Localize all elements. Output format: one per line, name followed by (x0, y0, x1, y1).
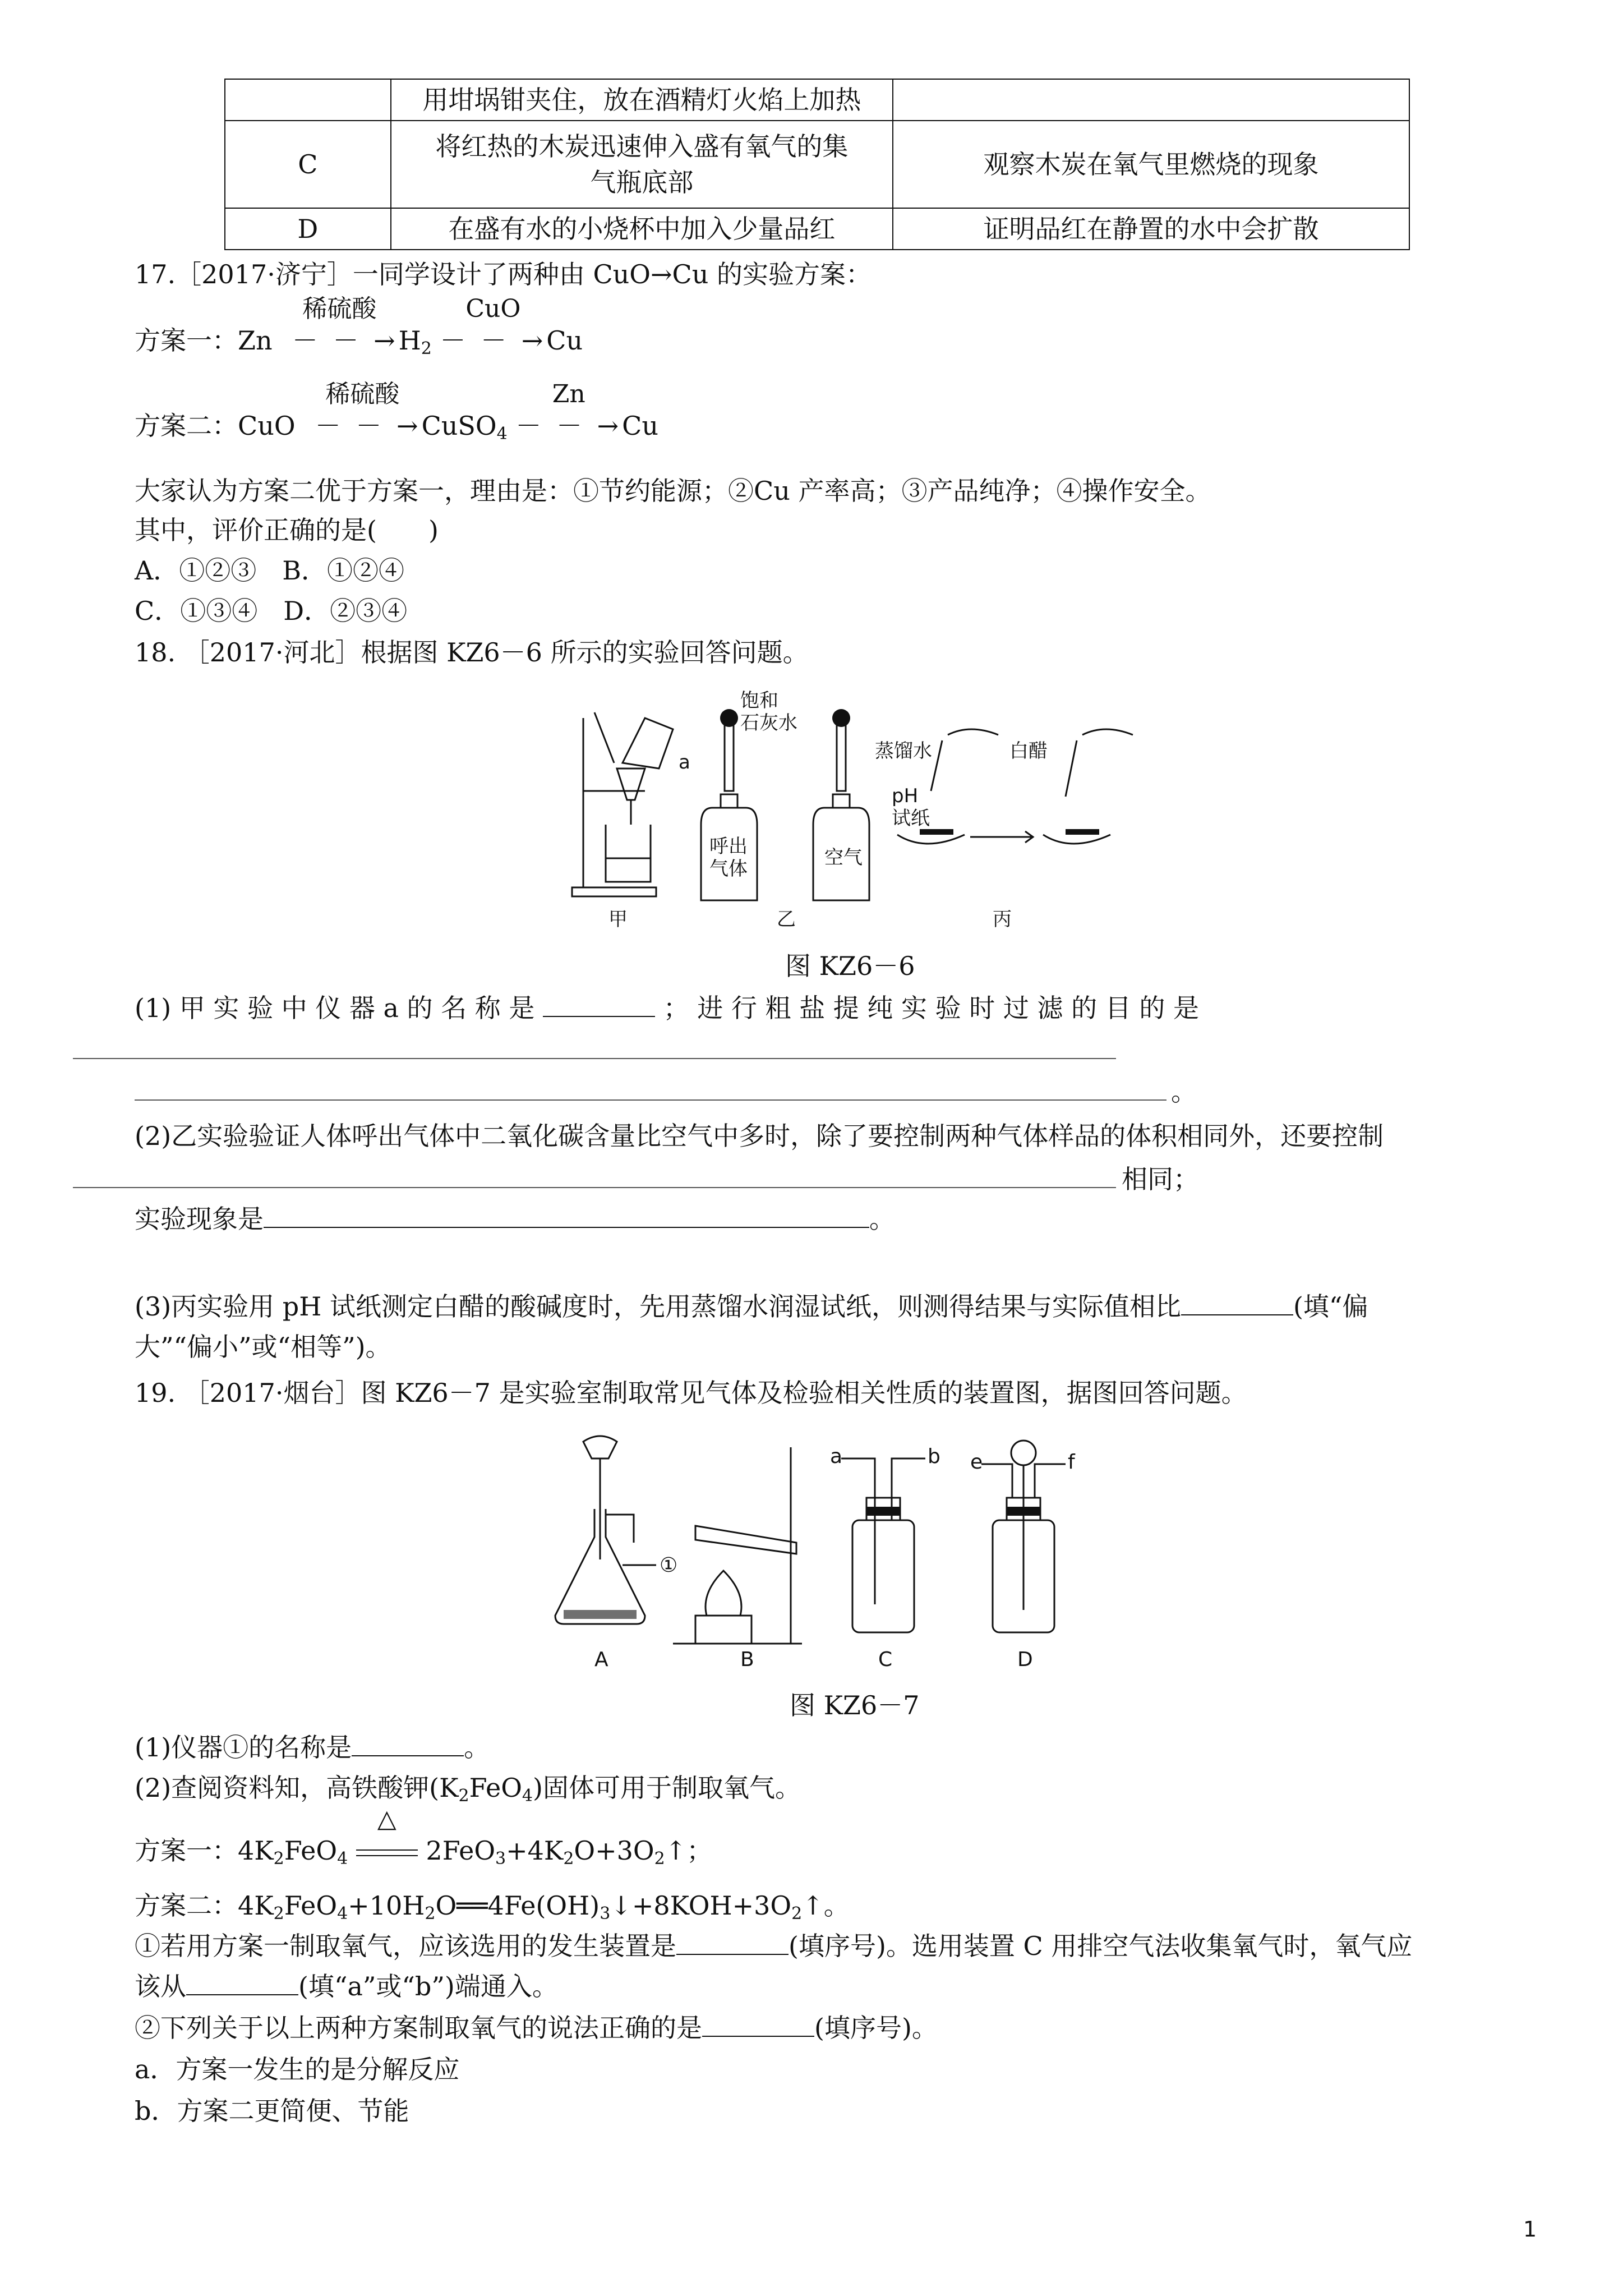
fig-label-a: a (830, 1445, 843, 1468)
q18-p2-tail: 相同； (1122, 1164, 1199, 1194)
table-cell: C (225, 121, 391, 208)
q19-i1-text2: (填序号)。选用装置 C 用排空气法收集氧气时，氧气应 (789, 1931, 1413, 1961)
q19-i1-text: ①若用方案一制取氧气，应该选用的发生装置是 (135, 1931, 676, 1961)
reaction-arrow (440, 295, 547, 359)
tube-a (841, 1458, 875, 1604)
dropper-3 (931, 740, 942, 791)
answer-blank[interactable] (543, 990, 655, 1017)
q19-stem: 19. ［2017·烟台］图 KZ6－7 是实验室制取常见气体及检验相关性质的装置图，据图回答问题。 (135, 1378, 1247, 1408)
subscript: 2 (273, 1849, 284, 1869)
formula: Cu (622, 411, 658, 441)
formula: +10H (348, 1890, 425, 1921)
answer-line[interactable] (73, 1058, 1116, 1059)
q17-reason: 大家认为方案二优于方案一，理由是：①节约能源；②Cu 产率高；③产品纯净；④操作安全。 (135, 476, 1211, 506)
formula: Cu (546, 325, 583, 356)
fig-label-vinegar: 白醋 (1009, 740, 1048, 762)
dropper-4 (1066, 740, 1077, 797)
fig-label-a: a (679, 751, 690, 774)
test-tube (695, 1526, 796, 1554)
answer-blank[interactable] (186, 1968, 298, 1995)
receiving-beaker (606, 825, 651, 882)
fig-label-f: f (1068, 1451, 1075, 1474)
period: 。 (869, 1204, 895, 1234)
answer-blank[interactable] (676, 1928, 789, 1955)
q17-options-cd: C．①③④ D．②③④ (135, 596, 408, 626)
q18-part3 (135, 1288, 1556, 1325)
fig-label-bing: 丙 (993, 908, 1012, 931)
ph-paper (920, 829, 953, 835)
reaction-arrow (303, 380, 422, 444)
formula: CuSO (421, 411, 497, 441)
ph-paper (1066, 829, 1099, 835)
q19-option-b: b．方案二更简便、节能 (135, 2096, 409, 2126)
q19-plan1: 方案一：$4K_2FeO_4$ △ $2FeO_3+4K_2O+3O_2↑$； (135, 1832, 1556, 1878)
table-cell: 证明品红在静置的水中会扩散 (893, 208, 1409, 250)
dropper-2 (837, 724, 846, 791)
q19-i2-text2: (填序号)。 (814, 2013, 938, 2043)
hand-1 (948, 729, 998, 735)
cell-text-line1: 将红热的木炭迅速伸入盛有氧气的集 (435, 131, 849, 162)
formula: O+3O (574, 1835, 654, 1866)
formula: O══4Fe(OH) (435, 1890, 600, 1921)
q17-ask: 其中，评价正确的是( ) (135, 515, 439, 545)
delivery-tube (606, 1515, 634, 1543)
figure-caption: 图 KZ6－7 (790, 1690, 920, 1720)
dropper-bulb (720, 709, 738, 727)
reaction-arrow (515, 380, 623, 444)
stopper-d (1007, 1507, 1040, 1516)
q19-item2 (135, 2009, 1556, 2046)
separatory-funnel (583, 1436, 617, 1458)
subscript: 2 (654, 1849, 665, 1869)
plan-prefix: 方案一：4K (135, 1835, 274, 1866)
fig-label-1: ① (660, 1554, 678, 1577)
q18-p3-text2: (填“偏 (1293, 1291, 1368, 1322)
dropper-bulb (832, 709, 850, 727)
table-row (225, 121, 1409, 208)
bottle-neck (721, 794, 737, 808)
q19-p1-text: (1)仪器①的名称是 (135, 1732, 352, 1763)
fig-label-ph: pH (892, 785, 919, 807)
q19-plan2 (135, 1887, 1556, 1932)
page-number: 1 (1523, 2217, 1537, 2242)
q19-i1-text4: (填“a”或“b”)端通入。 (298, 1971, 558, 2001)
q19-part2 (135, 1769, 1556, 1815)
answer-blank[interactable] (1181, 1289, 1293, 1315)
figure-caption: 图 KZ6－6 (785, 951, 915, 981)
arrow-shaft: － － → (515, 411, 623, 441)
subscript: 2 (791, 1904, 803, 1924)
table-cell (893, 79, 1409, 121)
q19-item1 (135, 1927, 1556, 1964)
q19-item1-cont (135, 1968, 1556, 2005)
q19-i2-text: ②下列关于以上两种方案制取氧气的说法正确的是 (135, 2013, 702, 2043)
fig-label-sat: 饱和 (740, 689, 778, 712)
arrow-label: 稀硫酸 (302, 295, 377, 323)
formula: 2Fe (426, 1835, 474, 1866)
plan-prefix: 方案二：4K (135, 1890, 274, 1921)
formula: ↑； (665, 1835, 713, 1866)
flask-liquid (564, 1610, 637, 1619)
stopper-c (866, 1507, 900, 1516)
formula: H (398, 325, 421, 356)
fig-label-jia: 甲 (608, 908, 628, 931)
reaction-arrow (280, 295, 399, 359)
stand-base (572, 887, 656, 896)
arrow-shaft: － － → (440, 325, 547, 356)
q18-part2: (2)乙实验验证人体呼出气体中二氧化碳含量比空气中多时，除了要控制两种气体样品的体积相同外，还要控制 (135, 1121, 1384, 1151)
period: 。 (1171, 1076, 1197, 1107)
formula: ↓+8KOH+3O (610, 1890, 792, 1921)
q19-i1-text3: 该从 (135, 1971, 186, 2001)
subscript: 4 (337, 1904, 348, 1924)
answer-line[interactable] (135, 1099, 1166, 1101)
hand-2 (1082, 729, 1133, 735)
arrow-shaft: － － → (280, 325, 399, 356)
answer-blank[interactable] (352, 1729, 464, 1756)
cell-text-line2: 气瓶底部 (590, 167, 694, 197)
answer-blank[interactable] (702, 2010, 814, 2037)
funnel (617, 769, 645, 800)
fig-label-A: A (594, 1648, 608, 1671)
q18-p3-text: (3)丙实验用 pH 试纸测定白醋的酸碱度时，先用蒸馏水润湿试纸，则测得结果与实际值相比 (135, 1291, 1181, 1322)
plan-prefix: 方案一：Zn (135, 325, 273, 356)
formula: FeO (469, 1773, 522, 1803)
arrow-label: CuO (465, 295, 521, 323)
double-line (356, 1849, 418, 1856)
figure-kz6-7 (538, 1425, 1138, 1672)
table-cell: 在盛有水的小烧杯中加入少量品红 (391, 208, 893, 250)
fig-label-e: e (970, 1451, 983, 1474)
fig-label-breath2: 气体 (709, 858, 748, 880)
fig-label-air: 空气 (824, 846, 863, 869)
subscript: 4 (496, 424, 508, 444)
bottle-neck (833, 794, 850, 808)
answer-blank[interactable] (264, 1201, 869, 1228)
table-cell: 观察木炭在氧气里燃烧的现象 (893, 121, 1409, 208)
table-cell (391, 121, 893, 208)
bottle-c (852, 1520, 914, 1632)
glass-rod (594, 712, 614, 763)
q18-stem: 18. ［2017·河北］根据图 KZ6－6 所示的实验回答问题。 (135, 637, 809, 668)
table-row (225, 208, 1409, 250)
funnel-bulb (1011, 1441, 1036, 1465)
q18-part2-phenomenon (135, 1200, 1556, 1237)
experiment-table (224, 79, 1410, 250)
fig-label-limewater: 石灰水 (740, 712, 797, 734)
dropper-1 (725, 724, 734, 791)
q17-options-ab: A．①②③ B．①②④ (135, 555, 405, 586)
table-cell: D (225, 208, 391, 250)
subscript: 3 (495, 1849, 506, 1869)
plan-prefix: 方案二：CuO (135, 411, 296, 441)
q18-p2c-text: 实验现象是 (135, 1204, 264, 1234)
arrow-label: 稀硫酸 (325, 380, 400, 408)
q17-plan1 (135, 295, 1556, 367)
fig-label-paper: 试纸 (892, 807, 930, 830)
subscript: 2 (425, 1904, 436, 1924)
subscript: 2 (421, 339, 432, 358)
q19-part1 (135, 1729, 1556, 1766)
q18-part3-cont: 大”“偏小”或“相等”)。 (135, 1332, 391, 1362)
heating-equals (356, 1805, 418, 1869)
q19-p2-text: (2)查阅资料知，高铁酸钾(K (135, 1773, 459, 1803)
tube-e (981, 1464, 1012, 1498)
fig-label-breath1: 呼出 (709, 835, 748, 858)
dish-1 (897, 835, 965, 844)
heater-block (695, 1616, 751, 1644)
formula: ↑。 (802, 1890, 850, 1921)
subscript: 4 (522, 1786, 533, 1806)
period: 。 (464, 1732, 490, 1763)
q18-p1-text: (1) 甲 实 验 中 仪 器 a 的 名 称 是 (135, 993, 535, 1023)
q18-part1 (135, 990, 1556, 1027)
fig-label-C: C (878, 1648, 893, 1671)
fig-label-b: b (928, 1445, 940, 1468)
alcohol-lamp (706, 1571, 741, 1616)
fig-label-D: D (1017, 1648, 1033, 1671)
table-cell: 用坩埚钳夹住，放在酒精灯火焰上加热 (391, 79, 893, 121)
q19-p2-text2: )固体可用于制取氧气。 (533, 1773, 801, 1803)
subscript: 2 (458, 1786, 469, 1806)
figure-kz6-6 (561, 684, 1155, 931)
fig-label-water: 蒸馏水 (875, 740, 932, 762)
formula: FeO (284, 1890, 338, 1921)
q17-plan2 (135, 380, 1556, 453)
dish-2 (1043, 835, 1110, 844)
subscript: 4 (337, 1849, 348, 1869)
subscript: 2 (563, 1849, 574, 1869)
tube-f (1035, 1464, 1066, 1498)
q17-stem: 17.［2017·济宁］一同学设计了两种由 CuO→Cu 的实验方案： (135, 259, 872, 289)
fig-label-yi: 乙 (777, 908, 796, 931)
pouring-beaker (623, 718, 673, 769)
fig-label-B: B (740, 1648, 754, 1671)
answer-line[interactable] (73, 1187, 1116, 1188)
formula: +4K (506, 1835, 564, 1866)
subscript: 2 (273, 1904, 284, 1924)
q19-option-a: a．方案一发生的是分解反应 (135, 2054, 460, 2085)
subscript: 3 (600, 1904, 611, 1924)
arrow-label: Zn (552, 380, 585, 408)
table-row (225, 79, 1409, 121)
heat-symbol: △ (377, 1805, 396, 1833)
arrow-shaft: － － → (303, 411, 422, 441)
table-cell (225, 79, 391, 121)
q18-p1-text2: ； 进 行 粗 盐 提 纯 实 验 时 过 滤 的 目 的 是 (663, 993, 1200, 1023)
